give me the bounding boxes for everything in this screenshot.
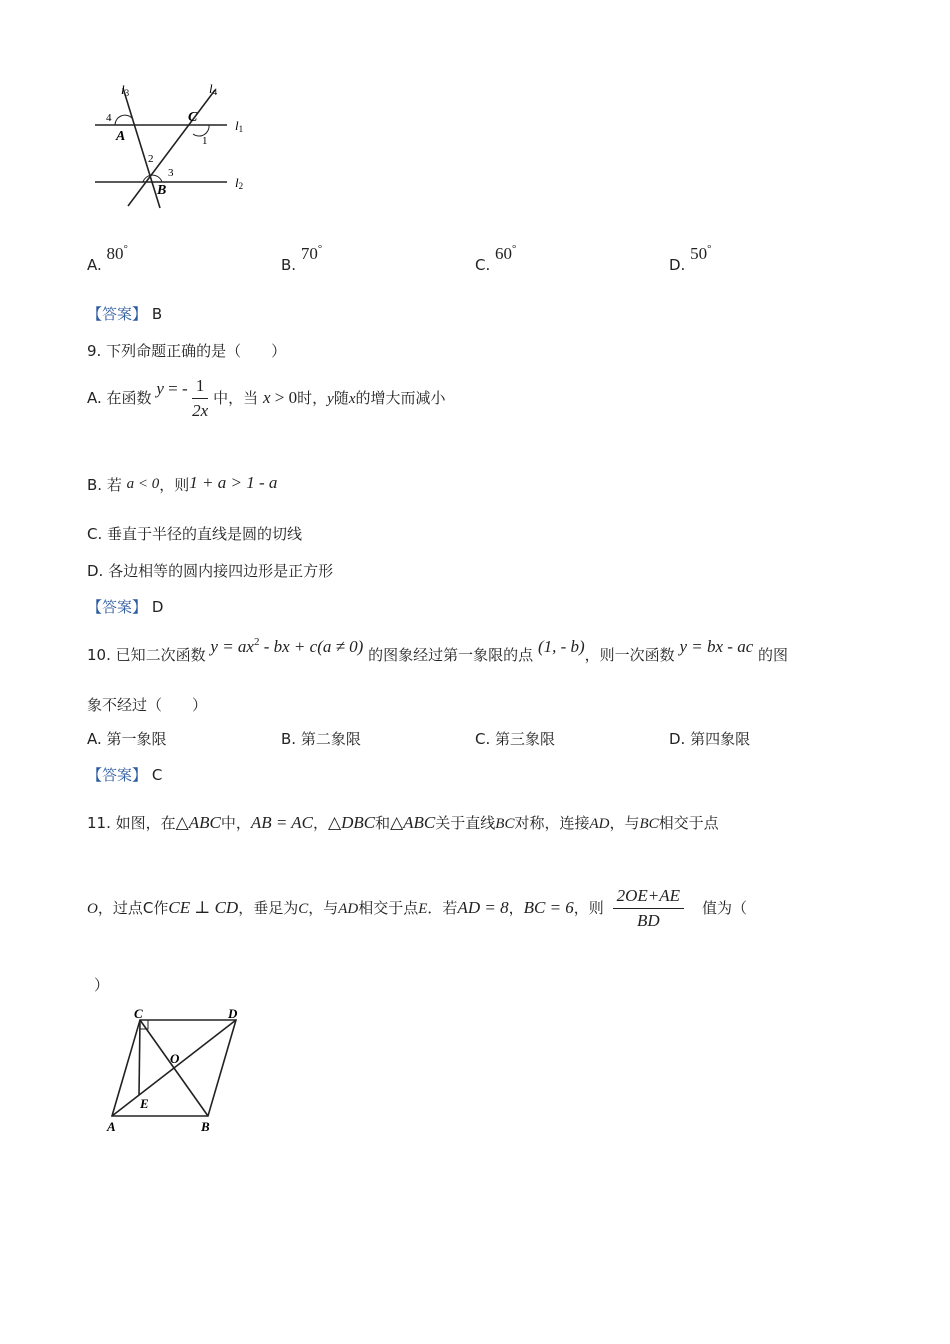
stem-text: ， — [312, 814, 328, 832]
option-text: 中，当 — [213, 389, 259, 407]
option-key: D. — [669, 730, 686, 748]
stem-text: 关于直线 — [435, 814, 496, 832]
math-tri: △ABC — [390, 813, 436, 832]
answer-label: 答案 — [102, 598, 133, 616]
q9-stem: 9. 下列命题正确的是（ ） — [87, 342, 287, 360]
math-func: - bx + c(a ≠ 0) — [259, 637, 364, 656]
q8-option-d — [669, 243, 712, 275]
q8-option-b — [281, 243, 323, 275]
answer-bracket-close: 】 — [132, 766, 148, 784]
option-text: 在函数 — [106, 389, 152, 407]
math-tri: △ABC — [175, 813, 221, 832]
answer-bracket-open: 【 — [87, 766, 103, 784]
math-point: (1, - b) — [537, 637, 585, 656]
math-bc: BC — [495, 816, 515, 832]
line-l3 — [123, 88, 160, 208]
math-eq: AB = AC — [250, 813, 313, 832]
q9-option-a — [87, 376, 446, 421]
degree-sign: ° — [707, 243, 712, 255]
answer-value: C — [151, 766, 163, 784]
math-y: y — [327, 391, 334, 407]
option-value: 60 — [495, 244, 513, 263]
fraction — [192, 376, 209, 421]
label-l2: l2 — [235, 175, 244, 191]
label-A: A — [116, 129, 126, 144]
answer-label: 答案 — [102, 305, 133, 323]
angle-2: 2 — [148, 153, 154, 165]
stem-text: ， — [508, 899, 524, 917]
option-text: 垂直于半径的直线是圆的切线 — [107, 525, 303, 543]
stem-text: 和 — [375, 814, 391, 832]
numerator: 2OE+AE — [613, 886, 684, 909]
math-exponent: 2 — [253, 636, 260, 648]
angle-arc-4 — [115, 115, 132, 125]
stem-text: 值为（ — [702, 899, 748, 917]
answer-value: B — [151, 305, 163, 323]
stem-text: ，过点 — [97, 899, 143, 917]
math-bc-value: BC = 6 — [523, 898, 574, 917]
stem-text: 中， — [220, 814, 251, 832]
q9-answer — [87, 596, 163, 617]
fraction — [613, 886, 684, 931]
option-text: 随 — [333, 389, 349, 407]
option-key: A. — [87, 389, 102, 407]
math-c: C — [142, 899, 154, 917]
stem-text: 相交于点 — [358, 899, 419, 917]
math-ad: AD — [589, 816, 610, 832]
math-ad: AD — [338, 901, 359, 917]
option-key: B. — [281, 730, 297, 748]
option-text: ，则 — [159, 476, 190, 494]
option-value: 50 — [690, 244, 708, 263]
numerator: 1 — [192, 376, 209, 399]
q9-option-c — [87, 523, 302, 544]
stem-text: 10. 已知二次函数 — [87, 646, 206, 664]
option-text: 第三象限 — [495, 730, 556, 748]
q11-stem-line1 — [87, 812, 719, 833]
math-e: E — [418, 901, 428, 917]
stem-text: 相交于点 — [658, 814, 719, 832]
angle-3: 3 — [168, 167, 174, 179]
answer-bracket-close: 】 — [132, 305, 148, 323]
stem-text: ．若 — [427, 899, 458, 917]
option-value: 80 — [106, 244, 124, 263]
option-key: A. — [87, 730, 102, 748]
parallel-lines-figure — [85, 78, 265, 213]
label-A: A — [107, 1119, 116, 1134]
q8-option-c — [475, 243, 517, 275]
answer-label: 答案 — [102, 766, 133, 784]
stem-text: ，则一次函数 — [584, 646, 675, 664]
q9-option-d — [87, 560, 333, 581]
math-x: x — [262, 388, 271, 407]
q8-answer — [87, 303, 162, 324]
option-key: B. — [87, 476, 103, 494]
option-key: C. — [475, 256, 491, 274]
stem-text: 的图象经过第一象限的点 — [368, 646, 534, 664]
option-text: 的增大而减小 — [355, 389, 446, 407]
q11-stem-line2 — [87, 886, 747, 931]
math-ad-value: AD = 8 — [457, 898, 509, 917]
stem-text: 11. 如图，在 — [87, 814, 176, 832]
q10-answer — [87, 764, 162, 785]
math-bc: BC — [639, 816, 659, 832]
stem-text: 作 — [153, 899, 169, 917]
math-ineq: 1 + a > 1 - a — [189, 473, 278, 492]
answer-value: D — [151, 598, 164, 616]
q10-option-b — [281, 728, 361, 749]
degree-sign: ° — [317, 243, 323, 255]
denominator: BD — [636, 911, 660, 930]
degree-sign: ° — [512, 243, 517, 255]
math-x: x — [348, 391, 356, 407]
option-text: 若 — [106, 476, 122, 494]
option-key: A. — [87, 256, 102, 274]
q11-stem-line3: ） — [94, 976, 110, 994]
denominator: 2x — [192, 401, 209, 420]
math-c: C — [298, 901, 309, 917]
option-text: 第一象限 — [106, 730, 167, 748]
stem-text: ，与 — [308, 899, 339, 917]
option-text: 各边相等的圆内接四边形是正方形 — [108, 562, 334, 580]
option-value: 70 — [300, 244, 318, 263]
label-C: C — [188, 110, 198, 125]
q9-option-b — [87, 474, 277, 495]
label-l4: l4 — [209, 81, 218, 97]
parallelogram-figure — [100, 1005, 260, 1140]
option-key: C. — [87, 525, 103, 543]
label-O: O — [170, 1051, 180, 1066]
stem-text: ，垂足为 — [238, 899, 299, 917]
math-eq: = - — [163, 379, 192, 398]
segment-AD — [112, 1020, 236, 1116]
math-func: y = ax — [210, 637, 254, 656]
math-o: O — [87, 901, 98, 917]
option-text: 时， — [297, 389, 328, 407]
option-key: D. — [669, 256, 686, 274]
math-cond: a < 0 — [126, 476, 160, 492]
q8-option-a — [87, 243, 128, 275]
label-D: D — [228, 1006, 238, 1021]
label-E: E — [140, 1096, 149, 1111]
label-l1: l1 — [235, 118, 244, 134]
label-B: B — [201, 1119, 210, 1134]
math-y: y — [156, 379, 164, 398]
option-text: 第二象限 — [300, 730, 361, 748]
math-cond: > 0 — [270, 388, 298, 407]
answer-bracket-close: 】 — [132, 598, 148, 616]
segment-CE — [139, 1020, 140, 1095]
stem-text: ，与 — [609, 814, 640, 832]
angle-4: 4 — [106, 112, 112, 124]
stem-text: 对称，连接 — [514, 814, 590, 832]
math-perp: CE ⊥ CD — [168, 898, 239, 917]
q10-option-d — [669, 728, 750, 749]
stem-text: ，则 — [573, 899, 604, 917]
degree-sign: ° — [123, 243, 128, 255]
option-key: D. — [87, 562, 104, 580]
stem-text: 的图 — [758, 646, 789, 664]
math-tri: △DBC — [328, 813, 376, 832]
option-text: 第四象限 — [690, 730, 751, 748]
math-func: y = bx - ac — [679, 637, 754, 656]
option-key: C. — [475, 730, 491, 748]
q10-option-c — [475, 728, 555, 749]
angle-1: 1 — [202, 135, 208, 147]
q10-stem-line2: 象不经过（ ） — [87, 696, 208, 714]
q10-option-a — [87, 728, 167, 749]
answer-bracket-open: 【 — [87, 305, 103, 323]
option-key: B. — [281, 256, 297, 274]
q10-stem-line1 — [87, 636, 789, 665]
answer-bracket-open: 【 — [87, 598, 103, 616]
label-l3: l3 — [121, 82, 130, 98]
label-C: C — [134, 1006, 143, 1021]
label-B: B — [157, 183, 167, 198]
